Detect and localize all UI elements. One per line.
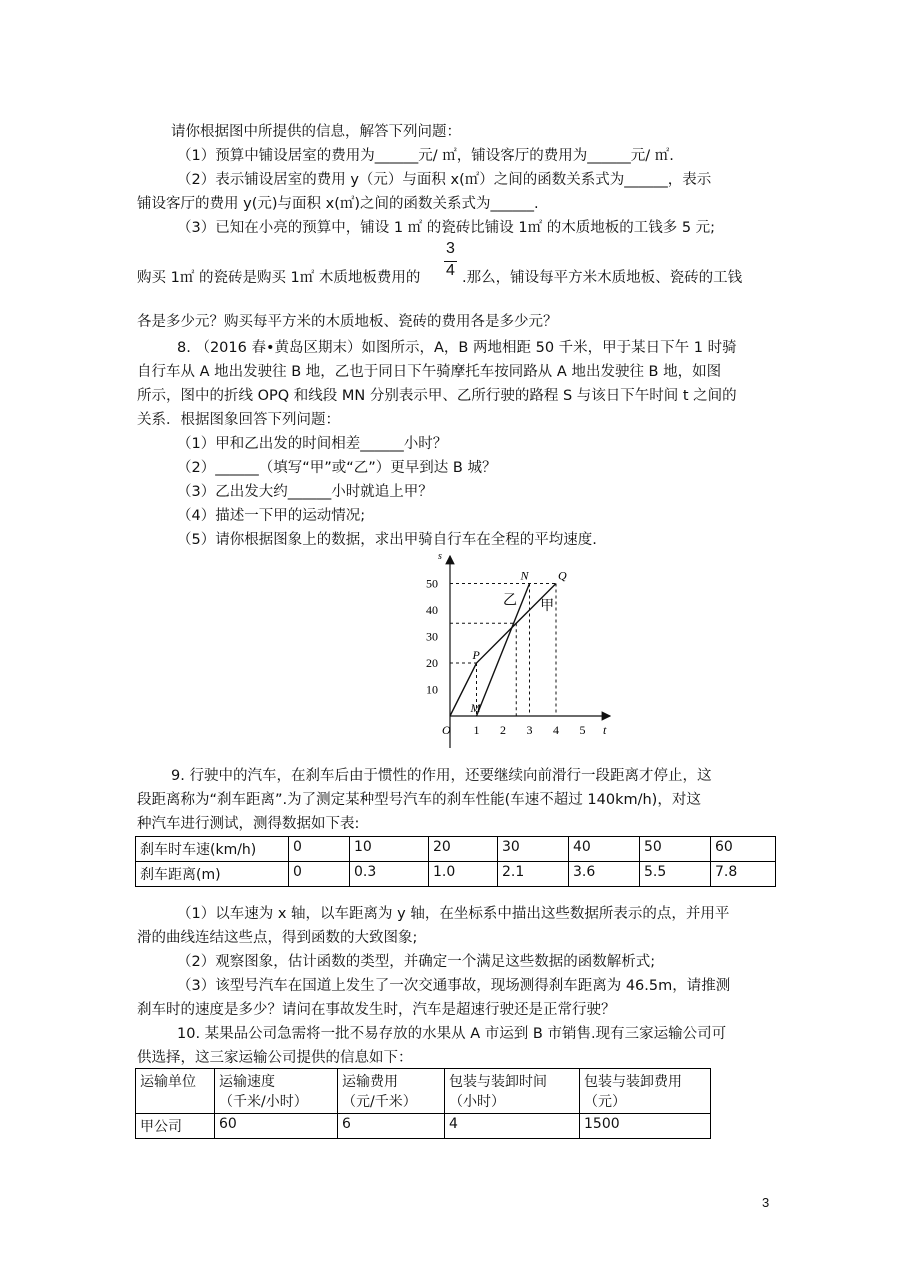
text-line: 10. 某果品公司急需将一批不易存放的水果从 A 市运到 B 市销售.现有三家运输公司可: [177, 1026, 727, 1042]
table-cell: 5.5: [640, 862, 711, 887]
text-line: （4）描述一下甲的运动情况;: [177, 508, 366, 524]
table-cell: 刹车距离(m): [136, 862, 289, 887]
text-line: 铺设客厅的费用 y(元)与面积 x(㎡)之间的函数关系式为______.: [137, 196, 539, 212]
origin-label: O: [442, 723, 451, 737]
y-tick-label: 50: [426, 576, 438, 591]
table-cell: 包装与装卸时间 （小时）: [445, 1069, 580, 1114]
table-cell: 50: [640, 837, 711, 862]
x-tick-labels: [474, 723, 586, 737]
table-row: [136, 837, 776, 862]
page-number: 3: [762, 1195, 770, 1210]
y-tick-label: 40: [426, 603, 438, 617]
x-tick-label: 4: [553, 723, 559, 737]
text-line: 所示，图中的折线 OPQ 和线段 MN 分别表示甲、乙所行驶的路程 S 与该日下午时间 t 之间的: [137, 388, 737, 404]
transport-companies-table: [135, 1068, 711, 1139]
text-line: （1）甲和乙出发的时间相差______小时？: [177, 436, 448, 452]
text-line: 刹车时的速度是多少？请问在事故发生时，汽车是超速行驶还是正常行驶？: [137, 1002, 616, 1018]
series-label: 甲: [540, 598, 555, 614]
table-cell: 10: [350, 837, 429, 862]
x-tick-label: 5: [579, 723, 586, 737]
text-line: （3）已知在小亮的预算中，铺设 1 ㎡ 的瓷砖比铺设 1㎡ 的木质地板的工钱多 5 元;: [177, 220, 716, 236]
point-label-N: N: [520, 568, 529, 583]
text-line: 种汽车进行测试，测得数据如下表:: [137, 816, 360, 832]
table-cell: 0: [289, 862, 350, 887]
text-line: 段距离称为“刹车距离”.为了测定某种型号汽车的刹车性能(车速不超过 140km/h)，对这: [137, 792, 701, 808]
y-tick-labels: [426, 577, 438, 697]
text-line: （2）______（填写“甲”或“乙”）更早到达 B 城？: [177, 460, 497, 476]
text-line: 滑的曲线连结这些点，得到函数的大致图象;: [137, 930, 418, 946]
text-line: （5）请你根据图象上的数据，求出甲骑自行车在全程的平均速度.: [177, 532, 597, 548]
table-cell: 0.3: [350, 862, 429, 887]
table-cell: 60: [711, 837, 776, 862]
braking-distance-table: [135, 836, 776, 887]
text-line: 8. （2016 春•黄岛区期末）如图所示，A，B 两地相距 50 千米，甲于某日下午 1 时骑: [177, 340, 737, 356]
y-axis-label: s: [438, 551, 442, 562]
table-row: [136, 1069, 711, 1114]
text-line: 供选择，这三家运输公司提供的信息如下：: [137, 1050, 413, 1066]
table-cell: 20: [429, 837, 498, 862]
text-line: （3）乙出发大约______小时就追上甲？: [177, 484, 433, 500]
x-tick-label: 1: [473, 723, 480, 737]
table-cell: 60: [215, 1114, 338, 1139]
table-cell: 甲公司: [136, 1114, 215, 1139]
table-cell: 30: [498, 837, 569, 862]
text-line: 自行车从 A 地出发驶往 B 地，乙也于同日下午骑摩托车按同路从 A 地出发驶往 B 地，如图: [137, 364, 722, 380]
text-line: 购买 1㎡ 的瓷砖是购买 1㎡ 木质地板费用的: [137, 270, 421, 286]
text-line: 9. 行驶中的汽车，在刹车后由于惯性的作用，还要继续向前滑行一段距离才停止，这: [171, 768, 712, 784]
x-tick-label: 3: [526, 723, 533, 737]
table-cell: 1500: [580, 1114, 711, 1139]
series-label: 乙: [503, 592, 517, 609]
table-cell: 0: [289, 837, 350, 862]
table-cell: 40: [569, 837, 640, 862]
table-row: [136, 862, 776, 887]
text-line: .那么，铺设每平方米木质地板、瓷砖的工钱: [462, 270, 743, 286]
text-line: 关系．根据图象回答下列问题：: [137, 412, 340, 428]
table-cell: 运输单位: [136, 1069, 215, 1114]
table-cell: 1.0: [429, 862, 498, 887]
text-line: （3）该型号汽车在国道上发生了一次交通事故，现场测得刹车距离为 46.5m，请推测: [177, 978, 731, 994]
point-label-Q: Q: [558, 568, 567, 583]
x-axis-label: t: [603, 723, 607, 737]
table-cell: 包装与装卸费用 （元）: [580, 1069, 711, 1114]
table-cell: 6: [338, 1114, 445, 1139]
text-line: （2）观察图象，估计函数的类型，并确定一个满足这些数据的函数解析式;: [177, 954, 656, 970]
table-cell: 4: [445, 1114, 580, 1139]
point-labels: [470, 569, 568, 716]
fraction-denominator: 4: [446, 262, 455, 279]
y-tick-label: 20: [426, 656, 438, 670]
text-line: （1）预算中铺设居室的费用为______元/ ㎡，铺设客厅的费用为______元/ ㎡.: [177, 148, 674, 164]
text-line: （2）表示铺设居室的费用 y（元）与面积 x(㎡）之间的函数关系式为______，表示: [177, 172, 712, 188]
table-cell: 2.1: [498, 862, 569, 887]
table-cell: 7.8: [711, 862, 776, 887]
distance-time-chart: [418, 548, 618, 748]
text-line: 请你根据图中所提供的信息，解答下列问题：: [171, 124, 461, 140]
point-label-P: P: [472, 648, 480, 662]
point-label-M: M: [470, 701, 481, 715]
y-tick-label: 10: [426, 682, 438, 697]
table-row: [136, 1114, 711, 1139]
text-line: （1）以车速为 x 轴，以车距离为 y 轴，在坐标系中描出这些数据所表示的点，并用平: [177, 906, 730, 922]
table-cell: 刹车时车速(km/h): [136, 837, 289, 862]
text-line: 各是多少元？购买每平方米的木质地板、瓷砖的费用各是多少元？: [137, 314, 558, 330]
table-cell: 运输费用 （元/千米）: [338, 1069, 445, 1114]
x-tick-label: 2: [500, 723, 506, 737]
table-cell: 运输速度 （千米/小时）: [215, 1069, 338, 1114]
table-cell: 3.6: [569, 862, 640, 887]
fraction-numerator: 3: [446, 240, 455, 257]
y-tick-label: 30: [426, 629, 438, 644]
